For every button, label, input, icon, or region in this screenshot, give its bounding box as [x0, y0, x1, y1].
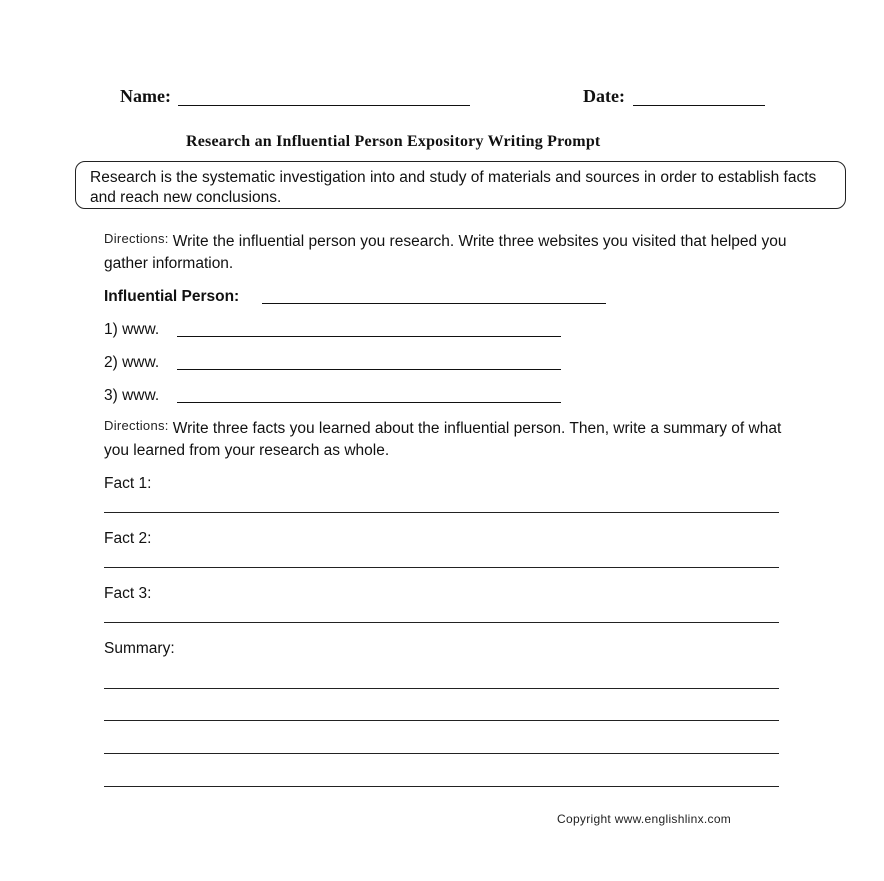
website-label-1: 1) www. — [104, 321, 160, 338]
website-field-3[interactable] — [177, 402, 561, 403]
website-field-1[interactable] — [177, 336, 561, 337]
summary-line-3[interactable] — [104, 753, 779, 754]
summary-line-4[interactable] — [104, 786, 779, 787]
date-field[interactable] — [633, 105, 765, 106]
definition-box — [75, 161, 846, 209]
summary-line-2[interactable] — [104, 720, 779, 721]
name-field[interactable] — [178, 105, 470, 106]
directions-1-text: Write the influential person you research. Write three websites you visited that helped you gather information. — [104, 233, 787, 272]
fact-label-3: Fact 3: — [104, 585, 152, 602]
website-label-3: 3) www. — [104, 387, 160, 404]
directions-2 — [104, 418, 794, 462]
influential-person-label: Influential Person: — [104, 288, 240, 305]
directions-2-text: Write three facts you learned about the influential person. Then, write a summary of what you learned from your research as whole. — [104, 420, 782, 459]
fact-label-1: Fact 1: — [104, 475, 152, 492]
copyright-text: Copyright www.englishlinx.com — [557, 812, 732, 826]
directions-1-label: Directions: — [104, 231, 169, 246]
date-label: Date: — [583, 86, 625, 106]
page-title: Research an Influential Person Expository Writing Prompt — [186, 133, 601, 150]
website-field-2[interactable] — [177, 369, 561, 370]
name-label: Name: — [120, 86, 171, 106]
influential-person-field[interactable] — [262, 303, 606, 304]
fact-line-1[interactable] — [104, 512, 779, 513]
definition-text: Research is the systematic investigation into and study of materials and sources in order to establish facts and reach new conclusions. — [90, 169, 817, 206]
fact-line-3[interactable] — [104, 622, 779, 623]
directions-1 — [104, 231, 794, 275]
fact-line-2[interactable] — [104, 567, 779, 568]
directions-2-label: Directions: — [104, 418, 169, 433]
website-label-2: 2) www. — [104, 354, 160, 371]
fact-label-2: Fact 2: — [104, 530, 152, 547]
summary-label: Summary: — [104, 640, 175, 657]
summary-line-1[interactable] — [104, 688, 779, 689]
